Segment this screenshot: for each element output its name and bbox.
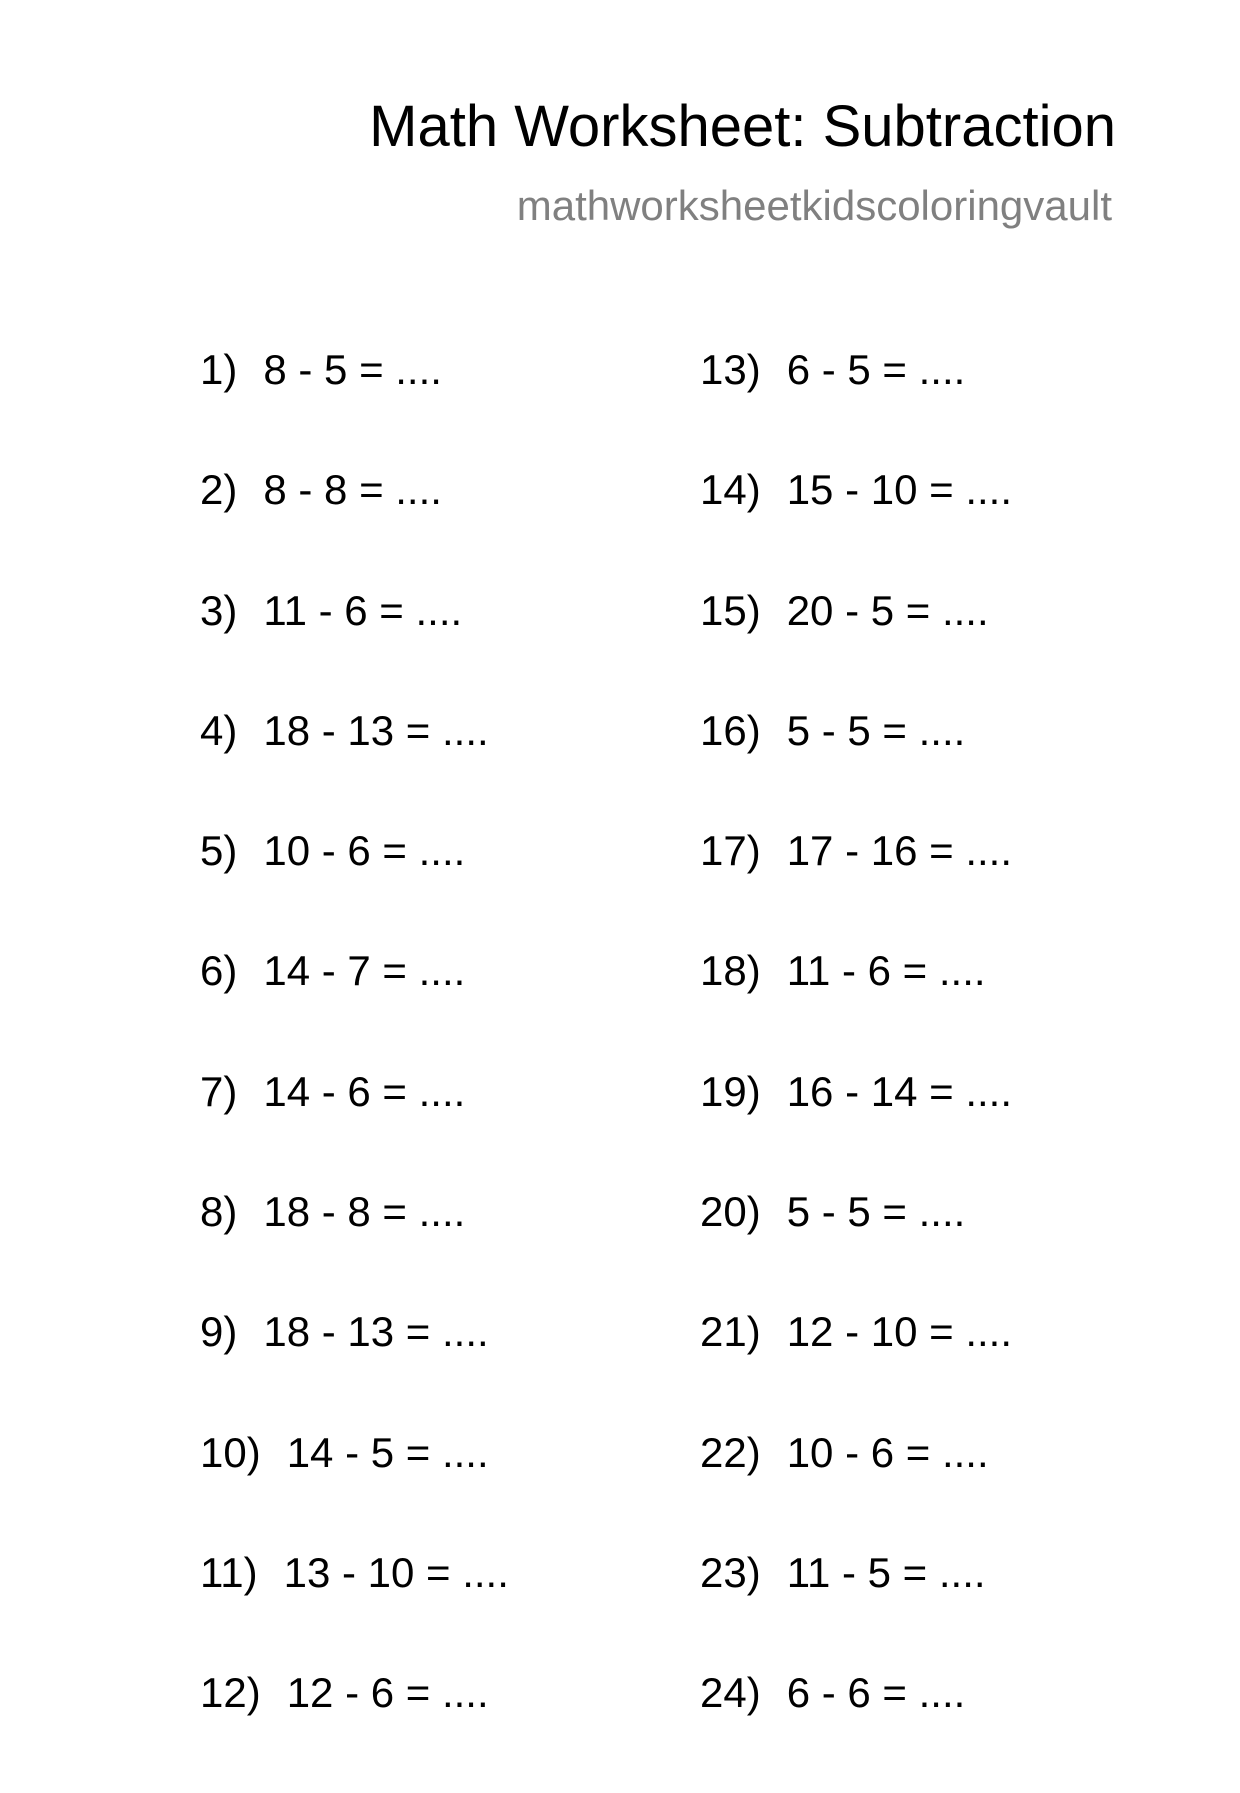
problem-item <box>200 947 509 1070</box>
problem-item <box>200 1669 509 1792</box>
problem-item <box>200 1548 509 1672</box>
problem-number: 9) <box>200 1308 238 1356</box>
problem-expression: 15 - 10 = .... <box>786 466 1013 514</box>
problem-expression: 6 - 6 = .... <box>786 1669 966 1717</box>
problem-item <box>700 466 1013 589</box>
problem-number: 1) <box>200 346 238 393</box>
problem-number: 21) <box>700 1308 761 1356</box>
problem-number: 11) <box>200 1548 258 1596</box>
problem-number: 6) <box>200 947 238 995</box>
problem-item <box>200 706 509 830</box>
problem-number: 4) <box>200 706 238 754</box>
problem-expression: 6 - 5 = .... <box>786 346 966 393</box>
problem-number: 8) <box>200 1188 238 1236</box>
problem-number: 5) <box>200 827 238 875</box>
problem-item <box>200 1067 509 1191</box>
problem-number: 20) <box>700 1188 761 1236</box>
problem-expression: 11 - 6 = .... <box>786 947 986 995</box>
problem-expression: 12 - 6 = .... <box>286 1669 489 1717</box>
problem-item <box>700 827 1013 950</box>
problems-column-left <box>200 346 509 1793</box>
problem-number: 13) <box>700 346 761 393</box>
problem-expression: 11 - 6 = .... <box>263 586 463 634</box>
problem-item <box>700 1067 1013 1191</box>
problem-expression: 8 - 5 = .... <box>263 346 442 393</box>
problem-item <box>200 586 509 710</box>
problem-item <box>700 706 1012 830</box>
problem-expression: 12 - 10 = .... <box>786 1308 1013 1356</box>
problem-item <box>700 1188 1012 1311</box>
problem-expression: 17 - 16 = .... <box>786 827 1013 875</box>
problem-number: 17) <box>700 827 761 875</box>
problems-column-right <box>700 346 1013 1793</box>
problem-number: 24) <box>700 1669 761 1717</box>
problem-expression: 5 - 5 = .... <box>786 706 966 754</box>
problem-item <box>200 346 509 469</box>
problem-number: 23) <box>700 1548 761 1596</box>
problem-number: 15) <box>700 586 761 634</box>
problem-expression: 10 - 6 = .... <box>263 827 466 875</box>
problem-expression: 14 - 6 = .... <box>263 1067 466 1115</box>
problem-expression: 5 - 5 = .... <box>786 1188 966 1236</box>
problem-number: 19) <box>700 1067 761 1115</box>
problem-expression: 14 - 7 = .... <box>263 947 466 995</box>
problem-item <box>700 947 1012 1070</box>
problem-expression: 18 - 13 = .... <box>263 1308 489 1356</box>
problem-number: 3) <box>200 586 238 634</box>
problem-item <box>700 586 1012 710</box>
problem-number: 16) <box>700 706 761 754</box>
page-title: Math Worksheet: Subtraction <box>369 94 1116 159</box>
problem-number: 2) <box>200 466 238 514</box>
problem-item <box>700 1548 1012 1672</box>
problem-number: 22) <box>700 1428 761 1476</box>
problem-item <box>700 1308 1013 1431</box>
problem-item <box>200 466 509 589</box>
problem-number: 7) <box>200 1067 238 1115</box>
problem-item <box>700 1428 1012 1552</box>
problem-expression: 13 - 10 = .... <box>283 1548 509 1596</box>
problem-number: 10) <box>200 1428 261 1476</box>
problem-item <box>200 1188 509 1311</box>
problem-expression: 11 - 5 = .... <box>786 1548 986 1596</box>
problem-expression: 8 - 8 = .... <box>263 466 442 514</box>
page-subtitle: mathworksheetkidscoloringvault <box>516 182 1112 229</box>
problem-number: 12) <box>200 1669 261 1717</box>
problem-item <box>200 1308 509 1431</box>
problem-expression: 18 - 8 = .... <box>263 1188 466 1236</box>
problem-expression: 16 - 14 = .... <box>786 1067 1013 1115</box>
problem-item <box>700 346 1012 469</box>
problem-number: 18) <box>700 947 761 995</box>
problem-number: 14) <box>700 466 761 514</box>
problem-expression: 18 - 13 = .... <box>263 706 489 754</box>
problem-expression: 10 - 6 = .... <box>786 1428 989 1476</box>
problem-item <box>200 827 509 950</box>
problem-item <box>200 1428 509 1552</box>
problem-item <box>700 1669 1012 1792</box>
problem-expression: 20 - 5 = .... <box>786 586 989 634</box>
problem-expression: 14 - 5 = .... <box>286 1428 489 1476</box>
